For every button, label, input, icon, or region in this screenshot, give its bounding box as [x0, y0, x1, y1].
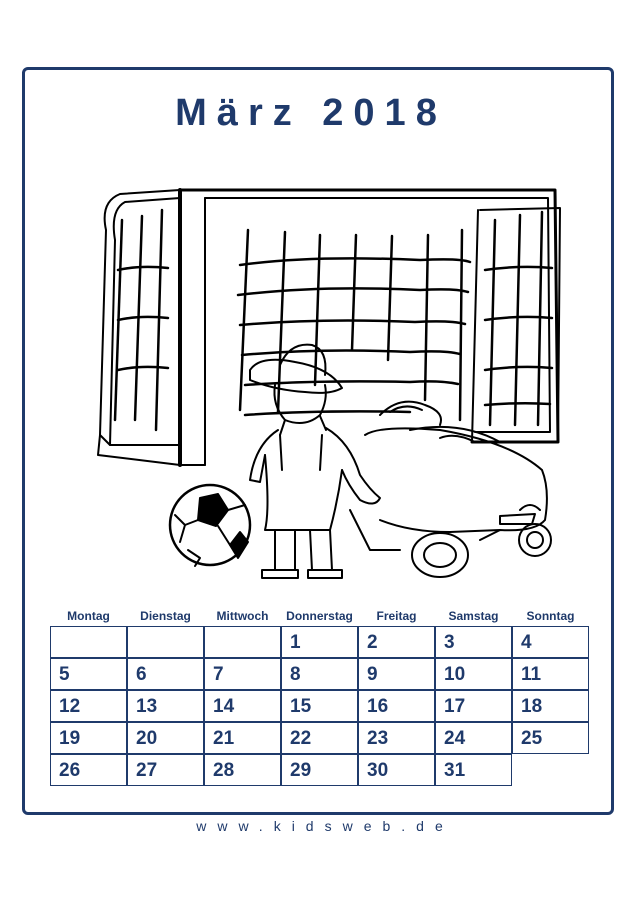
calendar-day-cell: 13 [127, 690, 204, 722]
calendar-empty-cell [50, 626, 127, 658]
calendar-day-cell: 28 [204, 754, 281, 786]
calendar-day-cell: 14 [204, 690, 281, 722]
calendar-day-cell: 9 [358, 658, 435, 690]
calendar-day-cell: 5 [50, 658, 127, 690]
weekday-header [50, 606, 594, 626]
calendar-day-cell: 23 [358, 722, 435, 754]
calendar-day-cell: 16 [358, 690, 435, 722]
calendar-empty-cell [204, 626, 281, 658]
calendar-day-cell: 30 [358, 754, 435, 786]
calendar-day-cell: 24 [435, 722, 512, 754]
calendar-day-cell: 20 [127, 722, 204, 754]
goal-illustration [98, 190, 560, 465]
calendar-day-cell: 18 [512, 690, 589, 722]
calendar-empty-cell [127, 626, 204, 658]
calendar-day-cell: 4 [512, 626, 589, 658]
calendar-day-cell: 8 [281, 658, 358, 690]
coloring-illustration [80, 180, 570, 590]
calendar-day-cell: 31 [435, 754, 512, 786]
calendar-day-cell: 6 [127, 658, 204, 690]
calendar-day-cell: 10 [435, 658, 512, 690]
website-footer: www.kidsweb.de [196, 818, 454, 834]
calendar-day-cell: 7 [204, 658, 281, 690]
soccer-ball-illustration [170, 485, 250, 566]
weekday-label: Donnerstag [286, 609, 353, 623]
weekday-label: Samstag [448, 609, 499, 623]
calendar-day-cell: 27 [127, 754, 204, 786]
weekday-label: Freitag [376, 609, 417, 623]
calendar-day-cell: 11 [512, 658, 589, 690]
weekday-label: Mittwoch [216, 609, 269, 623]
calendar-day-cell: 29 [281, 754, 358, 786]
weekday-label: Sonntag [526, 609, 575, 623]
calendar-day-cell: 1 [281, 626, 358, 658]
lawnmower-illustration [350, 402, 551, 577]
calendar-day-cell: 2 [358, 626, 435, 658]
day-grid [50, 626, 594, 791]
calendar-day-cell: 25 [512, 722, 589, 754]
calendar-day-cell: 3 [435, 626, 512, 658]
calendar-day-cell: 22 [281, 722, 358, 754]
calendar-title: März 2018 [175, 92, 447, 134]
weekday-label: Dienstag [140, 609, 191, 623]
calendar-day-cell: 19 [50, 722, 127, 754]
calendar-day-cell: 12 [50, 690, 127, 722]
calendar-day-cell: 15 [281, 690, 358, 722]
calendar-day-cell: 21 [204, 722, 281, 754]
calendar-day-cell: 17 [435, 690, 512, 722]
weekday-label: Montag [67, 609, 110, 623]
calendar-day-cell: 26 [50, 754, 127, 786]
